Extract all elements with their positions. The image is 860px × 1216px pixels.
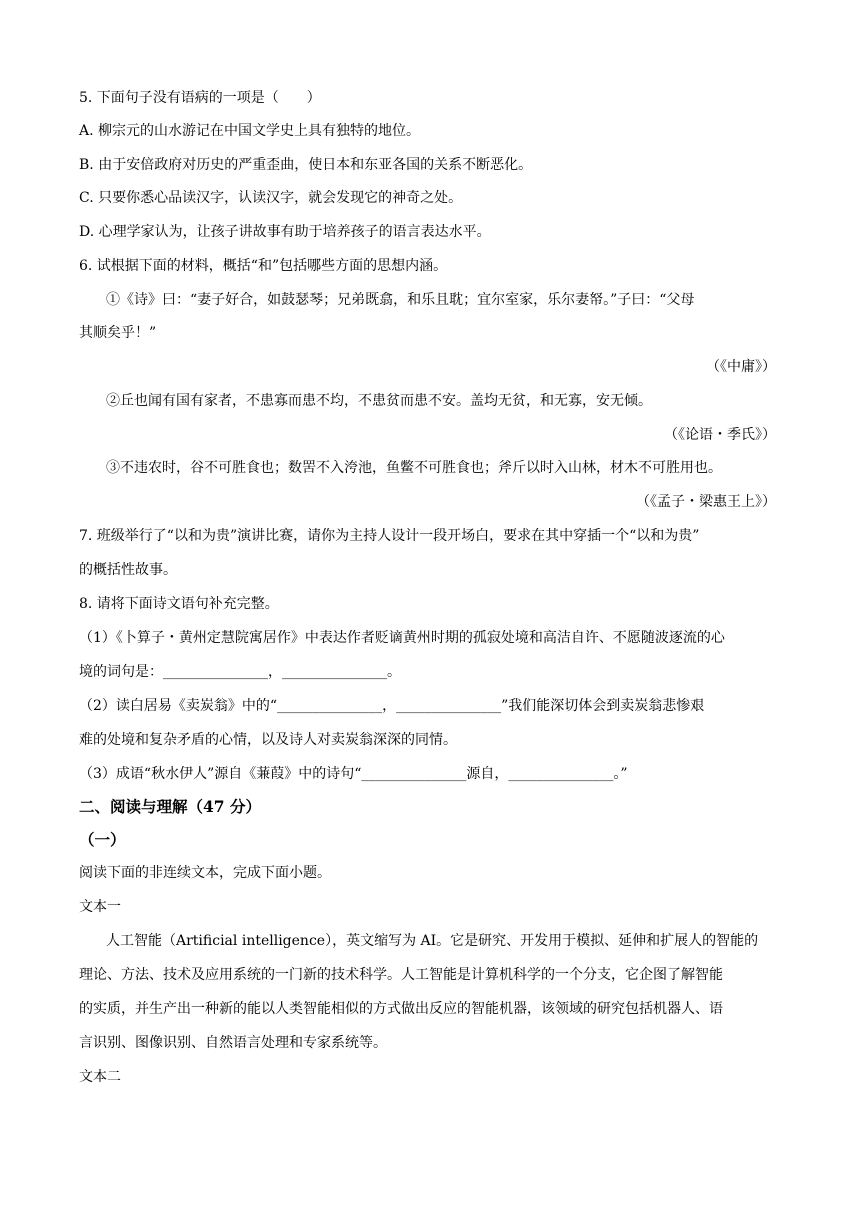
q6-material-1-source: （《中庸》） [706,359,776,375]
q5-option-a: A. 柳宗元的山水游记在中国文学史上具有独特的地位。 [79,123,421,139]
q8-part1-line2: 境的词句是：_______________，_______________。 [79,664,401,680]
q8-part2-line1: （2）读白居易《卖炭翁》中的“_______________，_______________”我们能深切体会到卖炭翁悲惨艰 [79,698,705,714]
q8-stem: 8. 请将下面诗文语句补充完整。 [79,596,279,612]
text-one-line3: 的实质，并生产出一种新的能以人类智能相似的方式做出反应的智能机器，该领域的研究包括机器人、语 [79,1001,723,1017]
q6-material-1-line2: 其顺矣乎！” [79,325,157,341]
q8-part3: （3）成语“秋水伊人”源自《蒹葭》中的诗句“_______________源自，_______________。” [79,766,628,782]
q8-part2-line2: 难的处境和复杂矛盾的心情，以及诗人对卖炭翁深深的同情。 [79,732,457,748]
q8-part1-line1: （1）《卜算子・黄州定慧院寓居作》中表达作者贬谪黄州时期的孤寂处境和高洁自许、不愿随波逐流的心 [79,630,725,646]
section-heading: 二、阅读与理解（47 分） [79,797,261,816]
q6-material-1-line1: ①《诗》曰：“妻子好合，如鼓瑟琴；兄弟既翕，和乐且耽；宜尔室家，乐尔妻帑。”子曰：“父母 [106,292,695,308]
text-one-label: 文本一 [79,899,121,915]
q5-option-c: C. 只要你悉心品读汉字，认读汉字，就会发现它的神奇之处。 [79,190,463,206]
q6-material-3-source: （《孟子・梁惠王上》） [636,494,776,510]
q6-material-2: ②丘也闻有国有家者，不患寡而患不均，不患贫而患不安。盖均无贫，和无寡，安无倾。 [106,393,652,409]
q6-stem: 6. 试根据下面的材料，概括“和”包括哪些方面的思想内涵。 [79,258,448,274]
q5-option-b: B. 由于安倍政府对历史的严重歪曲，使日本和东亚各国的关系不断恶化。 [79,157,533,173]
text-one-line2: 理论、方法、技术及应用系统的一门新的技术科学。人工智能是计算机科学的一个分支，它企图了解智能 [79,967,723,983]
text-two-label: 文本二 [79,1069,121,1085]
q7-line2: 的概括性故事。 [79,562,177,578]
q5-stem: 5. 下面句子没有语病的一项是（ ） [79,90,321,106]
reading-instruction: 阅读下面的非连续文本，完成下面小题。 [79,865,331,881]
text-one-line4: 言识别、图像识别、自然语言处理和专家系统等。 [79,1035,387,1051]
text-one-line1: 人工智能（Artificial intelligence），英文缩写为 AI。它是研究、开发用于模拟、延伸和扩展人的智能的 [106,933,759,949]
q6-material-3: ③不违农时，谷不可胜食也；数罟不入洿池，鱼鳖不可胜食也；斧斤以时入山林，材木不可胜用也。 [106,460,722,476]
q6-material-2-source: （《论语・季氏》） [664,427,776,443]
subsection-heading: （一） [79,830,126,849]
q5-option-d: D. 心理学家认为，让孩子讲故事有助于培养孩子的语言表达水平。 [79,224,491,240]
q7-line1: 7. 班级举行了“以和为贵”演讲比赛，请你为主持人设计一段开场白，要求在其中穿插一个“以和为贵” [79,528,700,544]
